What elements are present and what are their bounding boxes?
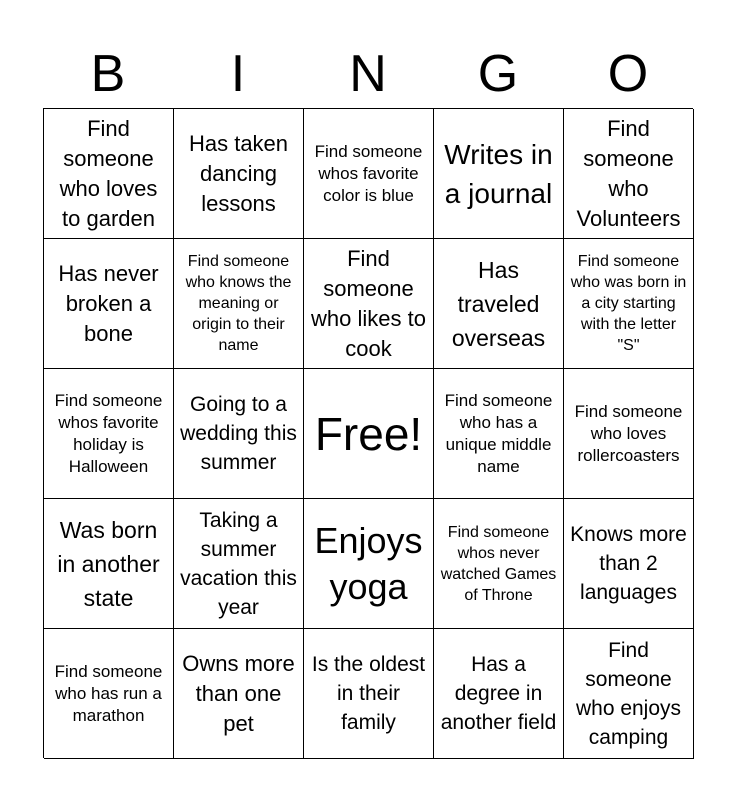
bingo-cell-text: Find someone whos favorite color is blue xyxy=(314,141,423,205)
bingo-cell-r3-c5[interactable] xyxy=(564,369,694,499)
bingo-cell-text: Find someone who has a unique middle name xyxy=(444,390,553,476)
bingo-cell-r5-c1[interactable] xyxy=(44,629,174,759)
bingo-cell-r2-c1[interactable] xyxy=(44,239,174,369)
bingo-cell-text: Find someone who loves to garden xyxy=(59,115,158,231)
bingo-cell-text: Has a degree in another field xyxy=(440,653,557,734)
bingo-cell-r4-c5[interactable] xyxy=(564,499,694,629)
header-letter-g: G xyxy=(477,45,519,103)
bingo-cell-r5-c5[interactable] xyxy=(564,629,694,759)
bingo-cell-text: Going to a wedding this summer xyxy=(180,393,297,474)
bingo-cell-r4-c4[interactable] xyxy=(434,499,564,629)
bingo-cell-text: Is the oldest in their family xyxy=(311,653,426,734)
bingo-cell-r5-c2[interactable] xyxy=(174,629,304,759)
bingo-header xyxy=(43,40,693,108)
bingo-cell-text: Find someone who was born in a city starting with the letter "S" xyxy=(570,253,687,354)
bingo-cell-text: Free! xyxy=(314,407,423,460)
bingo-cell-text: Has never broken a bone xyxy=(58,260,159,346)
header-letter-n: N xyxy=(349,45,387,103)
header-letter-i: I xyxy=(230,45,246,103)
bingo-cell-free[interactable] xyxy=(304,369,434,499)
bingo-cell-r1-c1[interactable] xyxy=(44,109,174,239)
bingo-cell-r4-c2[interactable] xyxy=(174,499,304,629)
bingo-cell-r4-c1[interactable] xyxy=(44,499,174,629)
bingo-cell-text: Find someone who loves rollercoasters xyxy=(574,401,683,465)
bingo-cell-text: Owns more than one pet xyxy=(182,650,295,736)
header-letter-b: B xyxy=(90,45,126,103)
bingo-cell-r3-c1[interactable] xyxy=(44,369,174,499)
bingo-cell-text: Has taken dancing lessons xyxy=(188,130,289,216)
bingo-cell-text: Find someone whos never watched Games of Throne xyxy=(440,523,557,604)
bingo-cell-text: Knows more than 2 languages xyxy=(570,523,687,604)
bingo-cell-text: Find someone whos favorite holiday is Halloween xyxy=(54,390,163,476)
bingo-cell-text: Taking a summer vacation this year xyxy=(180,508,297,619)
bingo-cell-text: Find someone who enjoys camping xyxy=(575,638,682,749)
bingo-cell-r2-c4[interactable] xyxy=(434,239,564,369)
bingo-cell-r3-c4[interactable] xyxy=(434,369,564,499)
bingo-cell-r4-c3[interactable] xyxy=(304,499,434,629)
bingo-cell-r2-c5[interactable] xyxy=(564,239,694,369)
bingo-cell-r1-c4[interactable] xyxy=(434,109,564,239)
bingo-cell-text: Find someone who likes to cook xyxy=(311,245,426,361)
bingo-cell-r1-c3[interactable] xyxy=(304,109,434,239)
bingo-cell-text: Writes in a journal xyxy=(444,138,553,209)
bingo-cell-text: Enjoys yoga xyxy=(314,519,423,607)
bingo-cell-text: Find someone who Volunteers xyxy=(576,115,681,231)
bingo-cell-text: Find someone who has run a marathon xyxy=(54,661,163,725)
bingo-cell-text: Was born in another state xyxy=(57,516,160,611)
bingo-cell-r1-c5[interactable] xyxy=(564,109,694,239)
header-letter-o: O xyxy=(607,45,649,103)
bingo-cell-text: Find someone who knows the meaning or origin to their name xyxy=(185,253,292,354)
bingo-cell-r3-c2[interactable] xyxy=(174,369,304,499)
bingo-cell-r5-c3[interactable] xyxy=(304,629,434,759)
bingo-cell-r5-c4[interactable] xyxy=(434,629,564,759)
bingo-cell-r2-c3[interactable] xyxy=(304,239,434,369)
bingo-cell-r1-c2[interactable] xyxy=(174,109,304,239)
bingo-cell-r2-c2[interactable] xyxy=(174,239,304,369)
bingo-cell-text: Has traveled overseas xyxy=(451,256,546,351)
bingo-board xyxy=(43,108,693,758)
